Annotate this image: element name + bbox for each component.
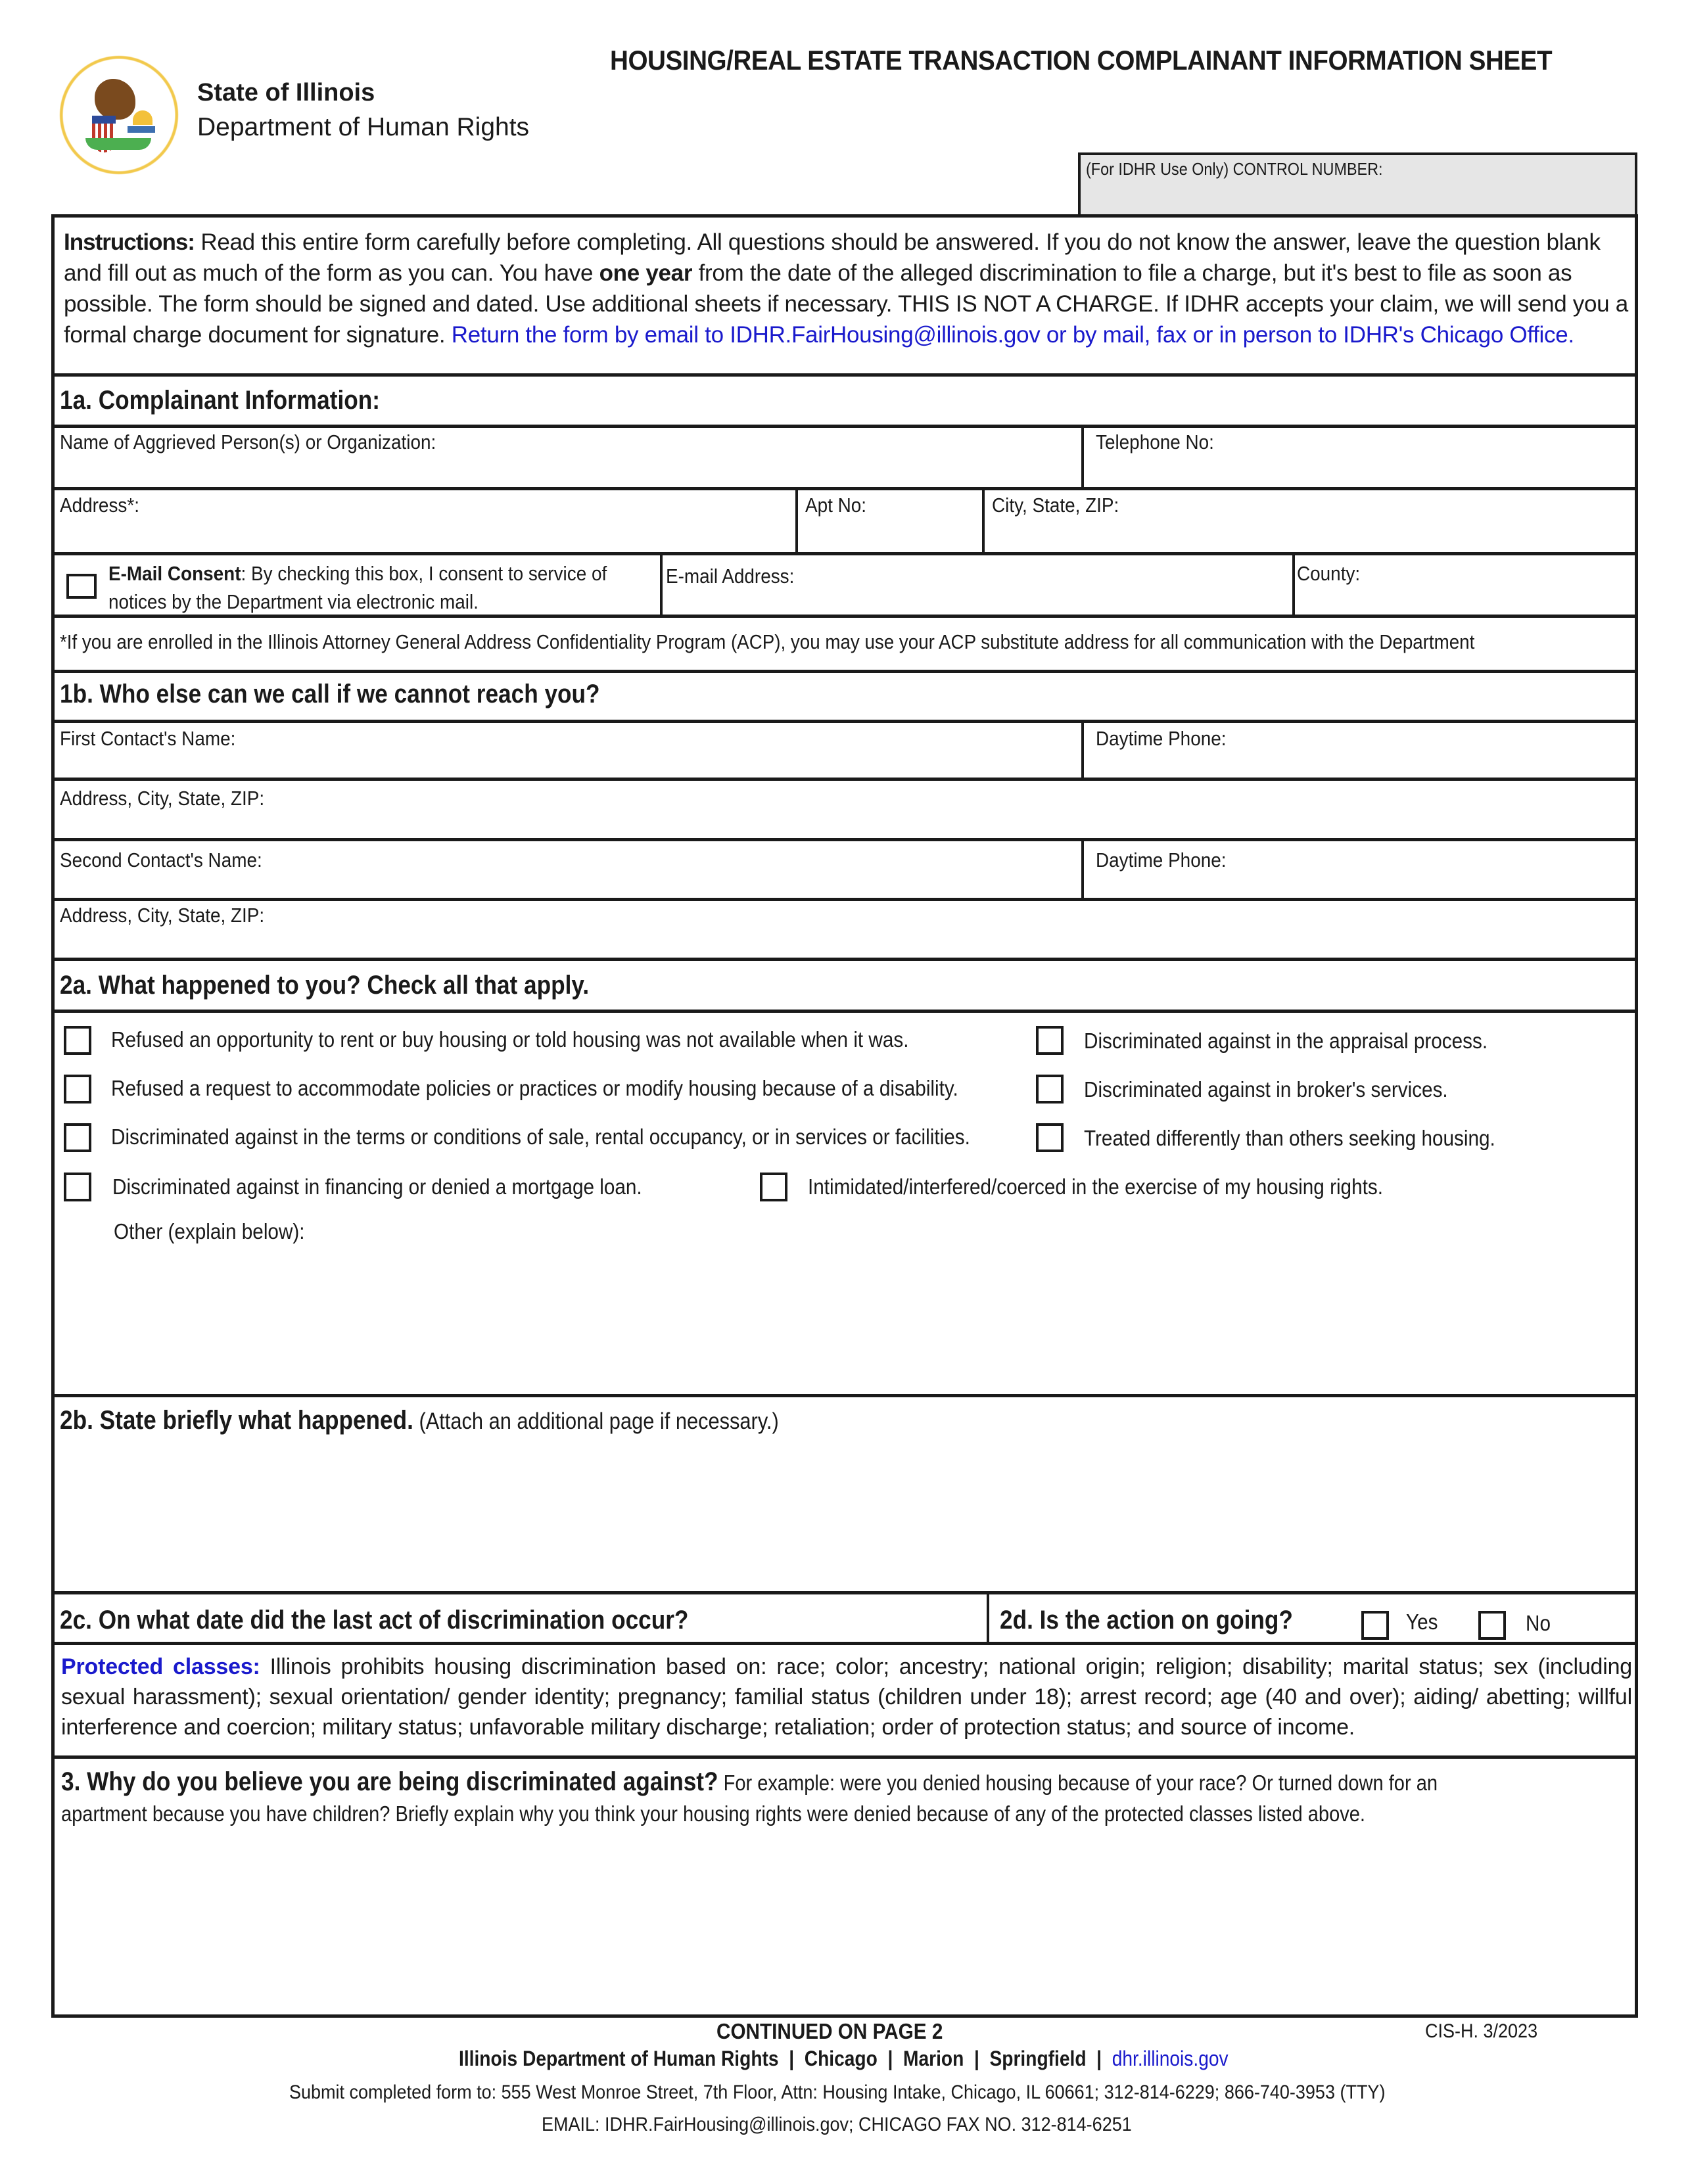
option-refused-opportunity-label: Refused an opportunity to rent or buy housing or told housing was not available when it was. bbox=[111, 1027, 909, 1052]
divider bbox=[55, 615, 1635, 618]
aggrieved-name-label: Name of Aggrieved Person(s) or Organization: bbox=[60, 430, 436, 453]
section-1b-heading: 1b. Who else can we call if we cannot reach you? bbox=[60, 680, 600, 709]
sun-icon bbox=[133, 110, 152, 125]
first-contact-address-field[interactable] bbox=[55, 781, 1635, 839]
option-intimidated-label: Intimidated/interfered/coerced in the exercise of my housing rights. bbox=[808, 1174, 1383, 1199]
footer-org-text: Illinois Department of Human Rights | Chicago | Marion | Springfield | bbox=[459, 2047, 1112, 2070]
city-state-zip-label: City, State, ZIP: bbox=[992, 494, 1119, 517]
county-label: County: bbox=[1297, 562, 1361, 585]
footer-org-line bbox=[459, 2047, 1229, 2071]
section-2b-title: 2b. State briefly what happened. bbox=[60, 1406, 413, 1435]
website-link[interactable]: dhr.illinois.gov bbox=[1112, 2047, 1229, 2070]
email-consent-checkbox[interactable] bbox=[66, 574, 97, 599]
second-contact-address-label: Address, City, State, ZIP: bbox=[60, 904, 265, 927]
second-contact-address-field[interactable] bbox=[55, 901, 1635, 958]
section-2d-heading: 2d. Is the action on going? bbox=[1000, 1606, 1293, 1635]
section-3-text-1: For example: were you denied housing because of your race? Or turned down for an bbox=[718, 1771, 1438, 1795]
protected-classes-note bbox=[61, 1652, 1632, 1742]
address-label: Address*: bbox=[60, 494, 139, 517]
submit-address-line: Submit completed form to: 555 West Monroe Street, 7th Floor, Attn: Housing Intake, Chicago, IL 60661; 312-814-6229; 866-740-3953 (TTY) bbox=[289, 2081, 1386, 2103]
ongoing-yes-checkbox[interactable] bbox=[1361, 1611, 1389, 1640]
department-name: Department of Human Rights bbox=[197, 113, 530, 141]
option-refused-opportunity-checkbox[interactable] bbox=[64, 1026, 91, 1055]
option-treated-differently-label: Treated differently than others seeking housing. bbox=[1084, 1126, 1495, 1150]
option-intimidated-checkbox[interactable] bbox=[760, 1173, 787, 1201]
section-3-text-2: apartment because you have children? Briefly explain why you think your housing rights were denied because of any of the protected classes listed above. bbox=[61, 1801, 1365, 1826]
other-explain-label: Other (explain below): bbox=[114, 1219, 305, 1243]
second-contact-label: Second Contact's Name: bbox=[60, 848, 262, 871]
instructions-emphasis: one year bbox=[599, 260, 693, 286]
email-consent-bold: E-Mail Consent bbox=[108, 562, 241, 585]
email-fax-line: EMAIL: IDHR.FairHousing@illinois.gov; CHICAGO FAX NO. 312-814-6251 bbox=[542, 2114, 1132, 2135]
divider bbox=[55, 1755, 1635, 1759]
continued-note: CONTINUED ON PAGE 2 bbox=[716, 2019, 943, 2043]
section-2b-note: (Attach an additional page if necessary.) bbox=[413, 1408, 779, 1434]
section-2a-heading: 2a. What happened to you? Check all that apply. bbox=[60, 971, 590, 1000]
address-field[interactable] bbox=[55, 490, 795, 553]
option-broker-services-checkbox[interactable] bbox=[1036, 1075, 1064, 1104]
divider bbox=[987, 1594, 989, 1642]
second-daytime-phone-label: Daytime Phone: bbox=[1096, 848, 1227, 871]
divider bbox=[55, 1642, 1635, 1645]
telephone-field[interactable] bbox=[1084, 428, 1635, 488]
email-address-label: E-mail Address: bbox=[666, 565, 795, 588]
section-3-heading: 3. Why do you believe you are being discriminated against? bbox=[61, 1767, 718, 1796]
section-2c-heading: 2c. On what date did the last act of discrimination occur? bbox=[60, 1606, 689, 1635]
form-title: HOUSING/REAL ESTATE TRANSACTION COMPLAINANT INFORMATION SHEET bbox=[610, 45, 1553, 76]
option-appraisal-checkbox[interactable] bbox=[1036, 1026, 1064, 1055]
first-contact-field[interactable] bbox=[55, 723, 1081, 779]
protected-classes-label: Protected classes: bbox=[61, 1654, 260, 1679]
email-address-field[interactable] bbox=[663, 555, 1292, 616]
divider bbox=[55, 1010, 1635, 1013]
option-terms-conditions-label: Discriminated against in the terms or conditions of sale, rental occupancy, or in services or facilities. bbox=[111, 1125, 970, 1149]
option-broker-services-label: Discriminated against in broker's services. bbox=[1084, 1077, 1448, 1102]
discrimination-reason-field[interactable] bbox=[55, 1834, 1635, 2012]
telephone-label: Telephone No: bbox=[1096, 430, 1214, 453]
option-refused-accommodation-checkbox[interactable] bbox=[64, 1075, 91, 1104]
divider bbox=[55, 670, 1635, 673]
first-daytime-phone-field[interactable] bbox=[1084, 723, 1635, 779]
section-2b-heading bbox=[60, 1406, 779, 1435]
second-contact-field[interactable] bbox=[55, 841, 1081, 898]
divider bbox=[55, 1394, 1635, 1397]
instructions-label: Instructions: bbox=[64, 229, 195, 255]
eagle-icon bbox=[95, 79, 135, 120]
instructions-text-1: Read this entire form carefully before completing. All questions should be answered. If you do not know the answer, leave the question blank and fill out as much of the form as you can. You have bbox=[64, 229, 1601, 286]
other-explain-field[interactable] bbox=[55, 1249, 1635, 1394]
instructions-text-2: from the date of the alleged discrimination to file a charge, but it's best to file as soon as possible. The form should be signed and dated. Use additional sheets if necessary. THIS IS NOT A CHARGE. If IDHR accepts your claim, we will send you a formal charge document for signature. bbox=[64, 260, 1628, 348]
ongoing-yes-label: Yes bbox=[1406, 1610, 1438, 1634]
first-daytime-phone-label: Daytime Phone: bbox=[1096, 727, 1227, 750]
ongoing-no-checkbox[interactable] bbox=[1478, 1611, 1506, 1640]
grass-icon bbox=[85, 138, 151, 150]
illinois-state-seal bbox=[49, 45, 189, 185]
aggrieved-name-field[interactable] bbox=[55, 428, 1081, 488]
divider bbox=[55, 958, 1635, 961]
date-of-discrimination-field[interactable] bbox=[55, 1594, 987, 1642]
email-consent-text-2: notices by the Department via electronic mail. bbox=[108, 590, 479, 613]
option-treated-differently-checkbox[interactable] bbox=[1036, 1123, 1064, 1152]
instructions bbox=[64, 227, 1628, 350]
state-name: State of Illinois bbox=[197, 79, 375, 106]
divider bbox=[55, 373, 1635, 377]
email-consent-text bbox=[108, 559, 607, 616]
what-happened-field[interactable] bbox=[55, 1447, 1635, 1591]
form-body bbox=[51, 214, 1638, 2018]
protected-classes-text: Illinois prohibits housing discrimination based on: race; color; ancestry; national origin; religion; disability; marital status; sex (including sexual harassment); sexual orientation/ gender identity; pregnancy; familial status (children under 18); arrest record; age (40 and over); aiding/ abetting; willful interference and coercion; military status; unfavorable military discharge; retaliation; order of protection status; and source of income. bbox=[61, 1654, 1632, 1740]
return-form-note[interactable]: Return the form by email to IDHR.FairHousing@illinois.gov or by mail, fax or in person to IDHR's Chicago Office. bbox=[451, 322, 1574, 348]
apt-label: Apt No: bbox=[805, 494, 867, 517]
apt-field[interactable] bbox=[798, 490, 982, 553]
control-number-label: (For IDHR Use Only) CONTROL NUMBER: bbox=[1086, 159, 1383, 179]
section-3-heading-line bbox=[61, 1767, 1438, 1797]
city-state-zip-field[interactable] bbox=[985, 490, 1635, 553]
form-code: CIS-H. 3/2023 bbox=[1425, 2020, 1538, 2042]
option-terms-conditions-checkbox[interactable] bbox=[64, 1123, 91, 1152]
option-financing-checkbox[interactable] bbox=[64, 1173, 91, 1201]
section-1a-heading: 1a. Complainant Information: bbox=[60, 386, 380, 415]
option-refused-accommodation-label: Refused a request to accommodate policies or practices or modify housing because of a disability. bbox=[111, 1076, 958, 1100]
ongoing-no-label: No bbox=[1526, 1611, 1551, 1635]
county-field[interactable] bbox=[1295, 555, 1635, 616]
option-appraisal-label: Discriminated against in the appraisal process. bbox=[1084, 1029, 1488, 1053]
option-financing-label: Discriminated against in financing or denied a mortgage loan. bbox=[112, 1174, 642, 1199]
first-contact-label: First Contact's Name: bbox=[60, 727, 236, 750]
acp-note: *If you are enrolled in the Illinois Attorney General Address Confidentiality Program (ACP), you may use your ACP substitute address for all communication with the Department bbox=[60, 630, 1475, 653]
first-contact-address-label: Address, City, State, ZIP: bbox=[60, 787, 265, 810]
water-icon bbox=[128, 126, 155, 133]
control-number-box[interactable] bbox=[1078, 152, 1637, 216]
email-consent-text-1: : By checking this box, I consent to service of bbox=[241, 562, 607, 585]
second-daytime-phone-field[interactable] bbox=[1084, 841, 1635, 898]
